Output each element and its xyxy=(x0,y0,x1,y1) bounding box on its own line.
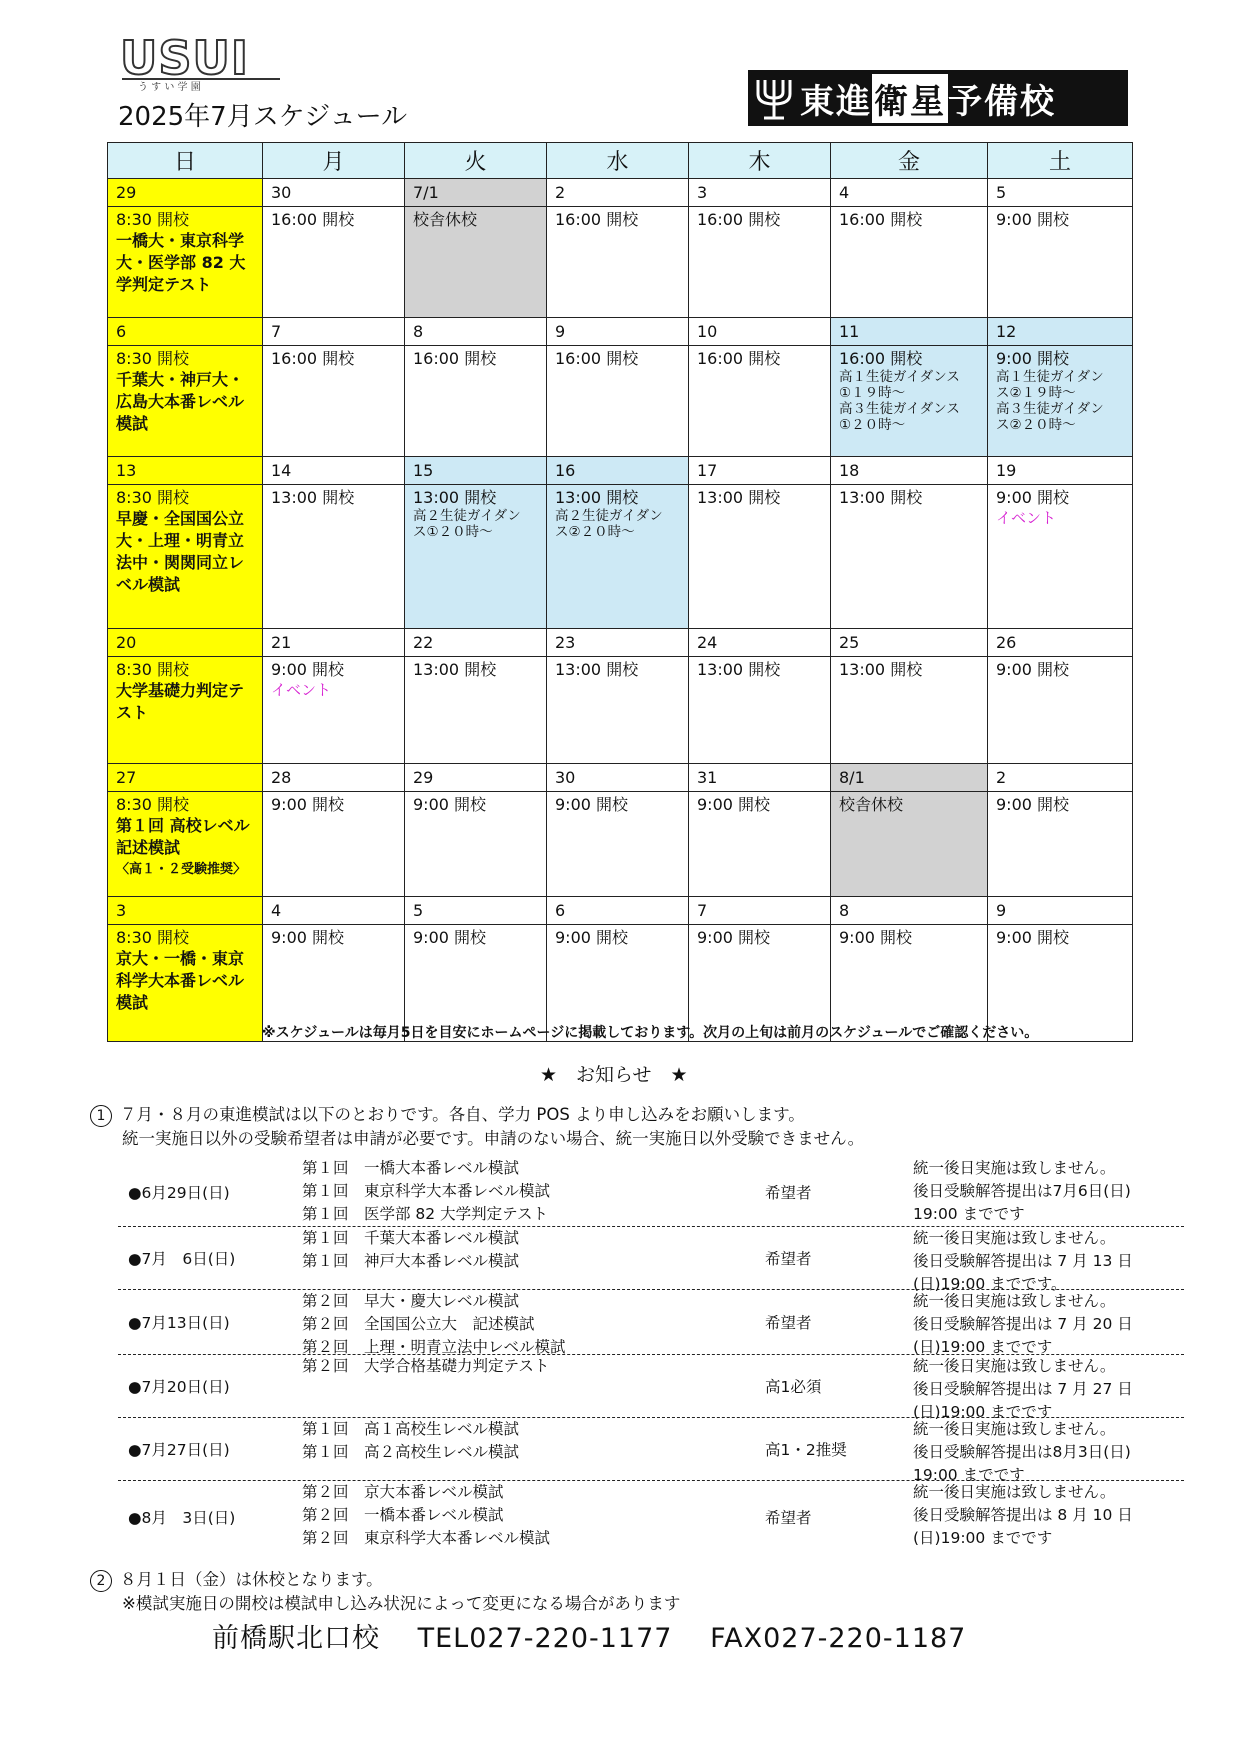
opening-time: 9:00 開校 xyxy=(271,660,345,679)
opening-time: 9:00 開校 xyxy=(996,660,1070,679)
opening-time: 9:00 開校 xyxy=(996,928,1070,947)
notice-2-line1: ８月１日（金）は休校となります。 xyxy=(120,1570,383,1589)
guidance-note: 高１生徒ガイダン xyxy=(996,369,1104,385)
opening-time: 9:00 開校 xyxy=(271,795,345,814)
exam-date: ●8月 3日(日) xyxy=(128,1509,236,1527)
day-cell xyxy=(988,207,1133,318)
usui-logo-graphic xyxy=(118,34,288,92)
weekday-tue: 火 xyxy=(405,143,547,179)
exam-event-sub: 〈高１・２受験推奨〉 xyxy=(116,862,247,877)
opening-time: 13:00 開校 xyxy=(839,488,923,507)
toshin-name-3: 予備校 xyxy=(948,81,1056,122)
exam-remark-line: (日)19:00 までです。 xyxy=(913,1275,1067,1293)
opening-time: 9:00 開校 xyxy=(555,795,629,814)
notice-1-line2: 統一実施日以外の受験希望者は申請が必要です。申請のない場合、統一実施日以外受験できません。 xyxy=(122,1129,865,1148)
weekday-thu: 木 xyxy=(689,143,831,179)
exam-name: 第２回 全国国公立大 記述模試 xyxy=(302,1315,535,1333)
exam-names xyxy=(302,1227,519,1273)
exam-remark xyxy=(913,1157,1183,1226)
exam-remark-line: 後日受験解答提出は 7 月 27 日 xyxy=(913,1380,1133,1398)
event-label: イベント xyxy=(271,681,332,699)
opening-time: 9:00 開校 xyxy=(697,928,771,947)
day-date: 7 xyxy=(689,897,831,925)
notice-1-line1: ７月・８月の東進模試は以下のとおりです。各自、学力 POS より申し込みをお願いします。 xyxy=(120,1105,805,1124)
day-date: 16 xyxy=(547,457,689,485)
day-cell xyxy=(547,792,689,897)
opening-time: 16:00 開校 xyxy=(413,349,497,368)
day-cell xyxy=(108,925,263,1042)
day-date: 11 xyxy=(831,318,988,346)
day-cell xyxy=(689,346,831,457)
exam-row xyxy=(118,1290,1184,1355)
day-date: 31 xyxy=(689,764,831,792)
exam-target: 希望者 xyxy=(765,1250,812,1268)
day-cell xyxy=(988,346,1133,457)
day-cell xyxy=(547,346,689,457)
day-cell xyxy=(263,792,405,897)
exam-target: 希望者 xyxy=(765,1183,812,1202)
opening-time: 8:30 開校 xyxy=(116,928,190,947)
opening-time: 16:00 開校 xyxy=(271,210,355,229)
guidance-note: ス①２０時～ xyxy=(413,524,493,540)
day-date: 28 xyxy=(263,764,405,792)
exam-remark-line: 後日受験解答提出は8月3日(日) xyxy=(913,1443,1131,1461)
guidance-note: ス②２０時～ xyxy=(555,524,635,540)
opening-time: 13:00 開校 xyxy=(555,660,639,679)
week-date-row xyxy=(108,318,1133,346)
guidance-note: ス②１９時～ xyxy=(996,385,1076,401)
event-label: イベント xyxy=(996,509,1057,527)
exam-event: 千葉大・神戸大・広島大本番レベル模試 xyxy=(116,370,245,433)
day-date: 8/1 xyxy=(831,764,988,792)
exam-remark xyxy=(913,1481,1183,1550)
week-date-row xyxy=(108,764,1133,792)
notice-heading: ★ お知らせ ★ xyxy=(540,1064,688,1086)
notice-1-number: 1 xyxy=(90,1105,112,1127)
guidance-note: 高３生徒ガイダン xyxy=(996,401,1104,417)
exam-remark-line: 統一後日実施は致しません。 xyxy=(913,1159,1116,1177)
school-name: 前橋駅北口校 xyxy=(212,1623,380,1654)
exam-target: 高1必須 xyxy=(765,1378,822,1396)
opening-time: 8:30 開校 xyxy=(116,795,190,814)
guidance-note: 高１生徒ガイダンス xyxy=(839,369,960,385)
exam-event: 大学基礎力判定テスト xyxy=(116,681,245,722)
exam-event: 京大・一橋・東京科学大本番レベル模試 xyxy=(116,949,245,1012)
exam-name: 第１回 医学部 82 大学判定テスト xyxy=(302,1205,548,1223)
day-cell xyxy=(263,485,405,629)
week-date-row xyxy=(108,629,1133,657)
day-date: 21 xyxy=(263,629,405,657)
notice-1 xyxy=(90,1103,864,1151)
weekday-wed: 水 xyxy=(547,143,689,179)
day-date: 25 xyxy=(831,629,988,657)
opening-time: 9:00 開校 xyxy=(271,928,345,947)
opening-time: 9:00 開校 xyxy=(697,795,771,814)
day-date: 7/1 xyxy=(405,179,547,207)
opening-time: 16:00 開校 xyxy=(839,210,923,229)
day-date: 13 xyxy=(108,457,263,485)
toshin-logo xyxy=(748,70,1128,126)
exam-remark-line: 統一後日実施は致しません。 xyxy=(913,1483,1116,1501)
day-date: 14 xyxy=(263,457,405,485)
exam-date: ●7月 6日(日) xyxy=(128,1250,236,1268)
exam-remark-line: 後日受験解答提出は 7 月 13 日 xyxy=(913,1252,1133,1270)
exam-name: 第２回 早大・慶大レベル模試 xyxy=(302,1292,520,1310)
exam-name: 第１回 神戸大本番レベル模試 xyxy=(302,1252,520,1270)
exam-row xyxy=(118,1418,1184,1484)
guidance-note: ①２０時～ xyxy=(839,417,906,433)
day-date: 19 xyxy=(988,457,1133,485)
guidance-note: ス②２０時～ xyxy=(996,417,1076,433)
day-date: 7 xyxy=(263,318,405,346)
day-date: 8 xyxy=(831,897,988,925)
day-cell xyxy=(405,485,547,629)
exam-event: 一橋大・東京科学大・医学部 82 大学判定テスト xyxy=(116,231,246,294)
exam-remark-line: 後日受験解答提出は7月6日(日) xyxy=(913,1182,1131,1200)
exam-remark xyxy=(913,1418,1183,1487)
exam-names xyxy=(302,1481,550,1550)
day-date: 27 xyxy=(108,764,263,792)
logo-sub: う す い 学 園 xyxy=(138,82,201,92)
exam-name: 第１回 高１高校生レベル模試 xyxy=(302,1420,520,1438)
day-cell xyxy=(547,657,689,764)
exam-names xyxy=(302,1355,549,1378)
exam-name: 第１回 高２高校生レベル模試 xyxy=(302,1443,520,1461)
day-date: 24 xyxy=(689,629,831,657)
opening-time: 校舎休校 xyxy=(413,210,478,229)
guidance-note: 高２生徒ガイダン xyxy=(555,508,663,524)
opening-time: 8:30 開校 xyxy=(116,488,190,507)
logo-text: USUI xyxy=(120,34,249,85)
toshin-name-1: 東進 xyxy=(800,81,872,122)
day-cell xyxy=(263,207,405,318)
day-cell xyxy=(263,346,405,457)
day-date: 2 xyxy=(988,764,1133,792)
weekday-mon: 月 xyxy=(263,143,405,179)
opening-time: 13:00 開校 xyxy=(271,488,355,507)
day-date: 26 xyxy=(988,629,1133,657)
day-cell xyxy=(831,207,988,318)
exam-date: ●7月27日(日) xyxy=(128,1441,230,1459)
day-cell xyxy=(831,485,988,629)
exam-remark-line: 統一後日実施は致しません。 xyxy=(913,1292,1116,1310)
exam-name: 第２回 一橋本番レベル模試 xyxy=(302,1506,504,1524)
exam-row xyxy=(118,1227,1184,1293)
day-date: 15 xyxy=(405,457,547,485)
calendar-note: ※スケジュールは毎月5日を目安にホームページに掲載しております。次月の上旬は前月のスケジュールでご確認ください。 xyxy=(262,1025,1039,1041)
opening-time: 9:00 開校 xyxy=(996,210,1070,229)
exam-remark-line: (日)19:00 までです xyxy=(913,1529,1053,1547)
opening-time: 9:00 開校 xyxy=(413,795,487,814)
exam-names xyxy=(302,1418,519,1464)
exam-name: 第１回 一橋大本番レベル模試 xyxy=(302,1159,520,1177)
day-date: 17 xyxy=(689,457,831,485)
day-date: 6 xyxy=(547,897,689,925)
exam-schedule-table xyxy=(118,1157,1184,1553)
exam-date: ●7月20日(日) xyxy=(128,1378,230,1396)
exam-name: 第２回 上理・明青立法中レベル模試 xyxy=(302,1338,566,1356)
exam-target: 希望者 xyxy=(765,1509,812,1527)
day-cell xyxy=(689,207,831,318)
opening-time: 8:30 開校 xyxy=(116,349,190,368)
week-date-row xyxy=(108,457,1133,485)
toshin-name-2: 衛星 xyxy=(872,74,948,123)
exam-target: 希望者 xyxy=(765,1314,812,1332)
day-date: 3 xyxy=(108,897,263,925)
week-body-row xyxy=(108,346,1133,457)
opening-time: 9:00 開校 xyxy=(413,928,487,947)
day-date: 22 xyxy=(405,629,547,657)
day-date: 9 xyxy=(547,318,689,346)
exam-row xyxy=(118,1355,1184,1421)
day-cell xyxy=(405,346,547,457)
exam-remark-line: 統一後日実施は致しません。 xyxy=(913,1420,1116,1438)
day-cell xyxy=(689,485,831,629)
exam-name: 第２回 京大本番レベル模試 xyxy=(302,1483,504,1501)
day-cell xyxy=(108,346,263,457)
exam-name: 第１回 千葉大本番レベル模試 xyxy=(302,1229,520,1247)
opening-time: 8:30 開校 xyxy=(116,210,190,229)
opening-time: 13:00 開校 xyxy=(697,660,781,679)
footer-contact xyxy=(212,1616,966,1655)
fax-number: FAX027-220-1187 xyxy=(710,1623,967,1654)
notice-2 xyxy=(90,1568,680,1615)
exam-target: 高1・2推奨 xyxy=(765,1441,847,1459)
day-cell xyxy=(988,792,1133,897)
day-date: 30 xyxy=(263,179,405,207)
exam-remark xyxy=(913,1227,1183,1296)
exam-remark-line: (日)19:00 までです xyxy=(913,1338,1053,1356)
notice-2-line2: ※模試実施日の開校は模試申し込み状況によって変更になる場合があります xyxy=(122,1594,681,1613)
exam-row xyxy=(118,1481,1184,1553)
opening-time: 9:00 開校 xyxy=(839,928,913,947)
exam-remark-line: 19:00 までです xyxy=(913,1466,1025,1484)
day-cell xyxy=(108,485,263,629)
day-date: 4 xyxy=(831,179,988,207)
day-date: 5 xyxy=(405,897,547,925)
guidance-note: ①１９時～ xyxy=(839,385,906,401)
day-date: 20 xyxy=(108,629,263,657)
opening-time: 校舎休校 xyxy=(839,795,904,814)
day-cell xyxy=(263,657,405,764)
week-date-row xyxy=(108,179,1133,207)
day-cell xyxy=(988,657,1133,764)
day-cell xyxy=(831,346,988,457)
day-cell xyxy=(108,657,263,764)
exam-name: 第２回 大学合格基礎力判定テスト xyxy=(302,1357,550,1375)
opening-time: 16:00 開校 xyxy=(555,349,639,368)
exam-name: 第１回 東京科学大本番レベル模試 xyxy=(302,1182,551,1200)
opening-time: 16:00 開校 xyxy=(839,349,923,368)
exam-remark xyxy=(913,1355,1183,1424)
exam-event: 第１回 高校レベル記述模試 xyxy=(116,816,250,857)
day-date: 9 xyxy=(988,897,1133,925)
exam-date: ●7月13日(日) xyxy=(128,1314,230,1332)
exam-remark-line: 統一後日実施は致しません。 xyxy=(913,1229,1116,1247)
day-date: 30 xyxy=(547,764,689,792)
week-body-row xyxy=(108,485,1133,629)
day-date: 29 xyxy=(405,764,547,792)
exam-event: 早慶・全国国公立大・上理・明青立法中・関関同立レベル模試 xyxy=(116,509,245,594)
opening-time: 9:00 開校 xyxy=(996,488,1070,507)
day-cell xyxy=(108,207,263,318)
week-body-row xyxy=(108,207,1133,318)
page-title: 2025年7月スケジュール xyxy=(118,102,408,132)
exam-remark-line: 後日受験解答提出は 8 月 10 日 xyxy=(913,1506,1133,1524)
opening-time: 9:00 開校 xyxy=(996,795,1070,814)
tel-number: TEL027-220-1177 xyxy=(417,1623,673,1654)
day-cell xyxy=(405,792,547,897)
opening-time: 13:00 開校 xyxy=(555,488,639,507)
day-cell xyxy=(547,485,689,629)
day-date: 10 xyxy=(689,318,831,346)
opening-time: 13:00 開校 xyxy=(413,660,497,679)
day-date: 12 xyxy=(988,318,1133,346)
day-cell xyxy=(831,657,988,764)
week-body-row xyxy=(108,792,1133,897)
day-date: 29 xyxy=(108,179,263,207)
opening-time: 16:00 開校 xyxy=(697,349,781,368)
day-cell xyxy=(405,207,547,318)
day-date: 4 xyxy=(263,897,405,925)
day-date: 23 xyxy=(547,629,689,657)
opening-time: 16:00 開校 xyxy=(271,349,355,368)
week-date-row xyxy=(108,897,1133,925)
usui-logo xyxy=(118,34,288,92)
exam-date: ●6月29日(日) xyxy=(128,1183,230,1202)
exam-remark xyxy=(913,1290,1183,1359)
notice-2-number: 2 xyxy=(90,1570,112,1592)
day-cell xyxy=(547,207,689,318)
day-cell xyxy=(108,792,263,897)
opening-time: 13:00 開校 xyxy=(413,488,497,507)
day-cell xyxy=(689,657,831,764)
opening-time: 8:30 開校 xyxy=(116,660,190,679)
opening-time: 16:00 開校 xyxy=(555,210,639,229)
day-cell xyxy=(831,792,988,897)
weekday-sun: 日 xyxy=(108,143,263,179)
day-cell xyxy=(689,792,831,897)
exam-name: 第２回 東京科学大本番レベル模試 xyxy=(302,1529,551,1547)
day-date: 2 xyxy=(547,179,689,207)
weekday-fri: 金 xyxy=(831,143,988,179)
exam-remark-line: 後日受験解答提出は 7 月 20 日 xyxy=(913,1315,1133,1333)
day-date: 6 xyxy=(108,318,263,346)
day-date: 8 xyxy=(405,318,547,346)
exam-remark-line: 統一後日実施は致しません。 xyxy=(913,1357,1116,1375)
exam-names xyxy=(302,1157,550,1226)
opening-time: 9:00 開校 xyxy=(996,349,1070,368)
opening-time: 16:00 開校 xyxy=(697,210,781,229)
exam-row xyxy=(118,1157,1184,1227)
day-cell xyxy=(405,657,547,764)
day-cell xyxy=(988,485,1133,629)
opening-time: 13:00 開校 xyxy=(839,660,923,679)
day-date: 5 xyxy=(988,179,1133,207)
exam-names xyxy=(302,1290,566,1359)
weekday-sat: 土 xyxy=(988,143,1133,179)
opening-time: 9:00 開校 xyxy=(555,928,629,947)
weekday-header xyxy=(108,143,1133,179)
exam-remark-line: 19:00 までです xyxy=(913,1205,1025,1223)
exam-remark-line: (日)19:00 までです xyxy=(913,1403,1053,1421)
guidance-note: 高３生徒ガイダンス xyxy=(839,401,960,417)
week-body-row xyxy=(108,657,1133,764)
day-date: 3 xyxy=(689,179,831,207)
day-date: 18 xyxy=(831,457,988,485)
schedule-calendar xyxy=(107,142,1133,1042)
candelabra-icon xyxy=(748,70,800,126)
opening-time: 13:00 開校 xyxy=(697,488,781,507)
guidance-note: 高２生徒ガイダン xyxy=(413,508,521,524)
